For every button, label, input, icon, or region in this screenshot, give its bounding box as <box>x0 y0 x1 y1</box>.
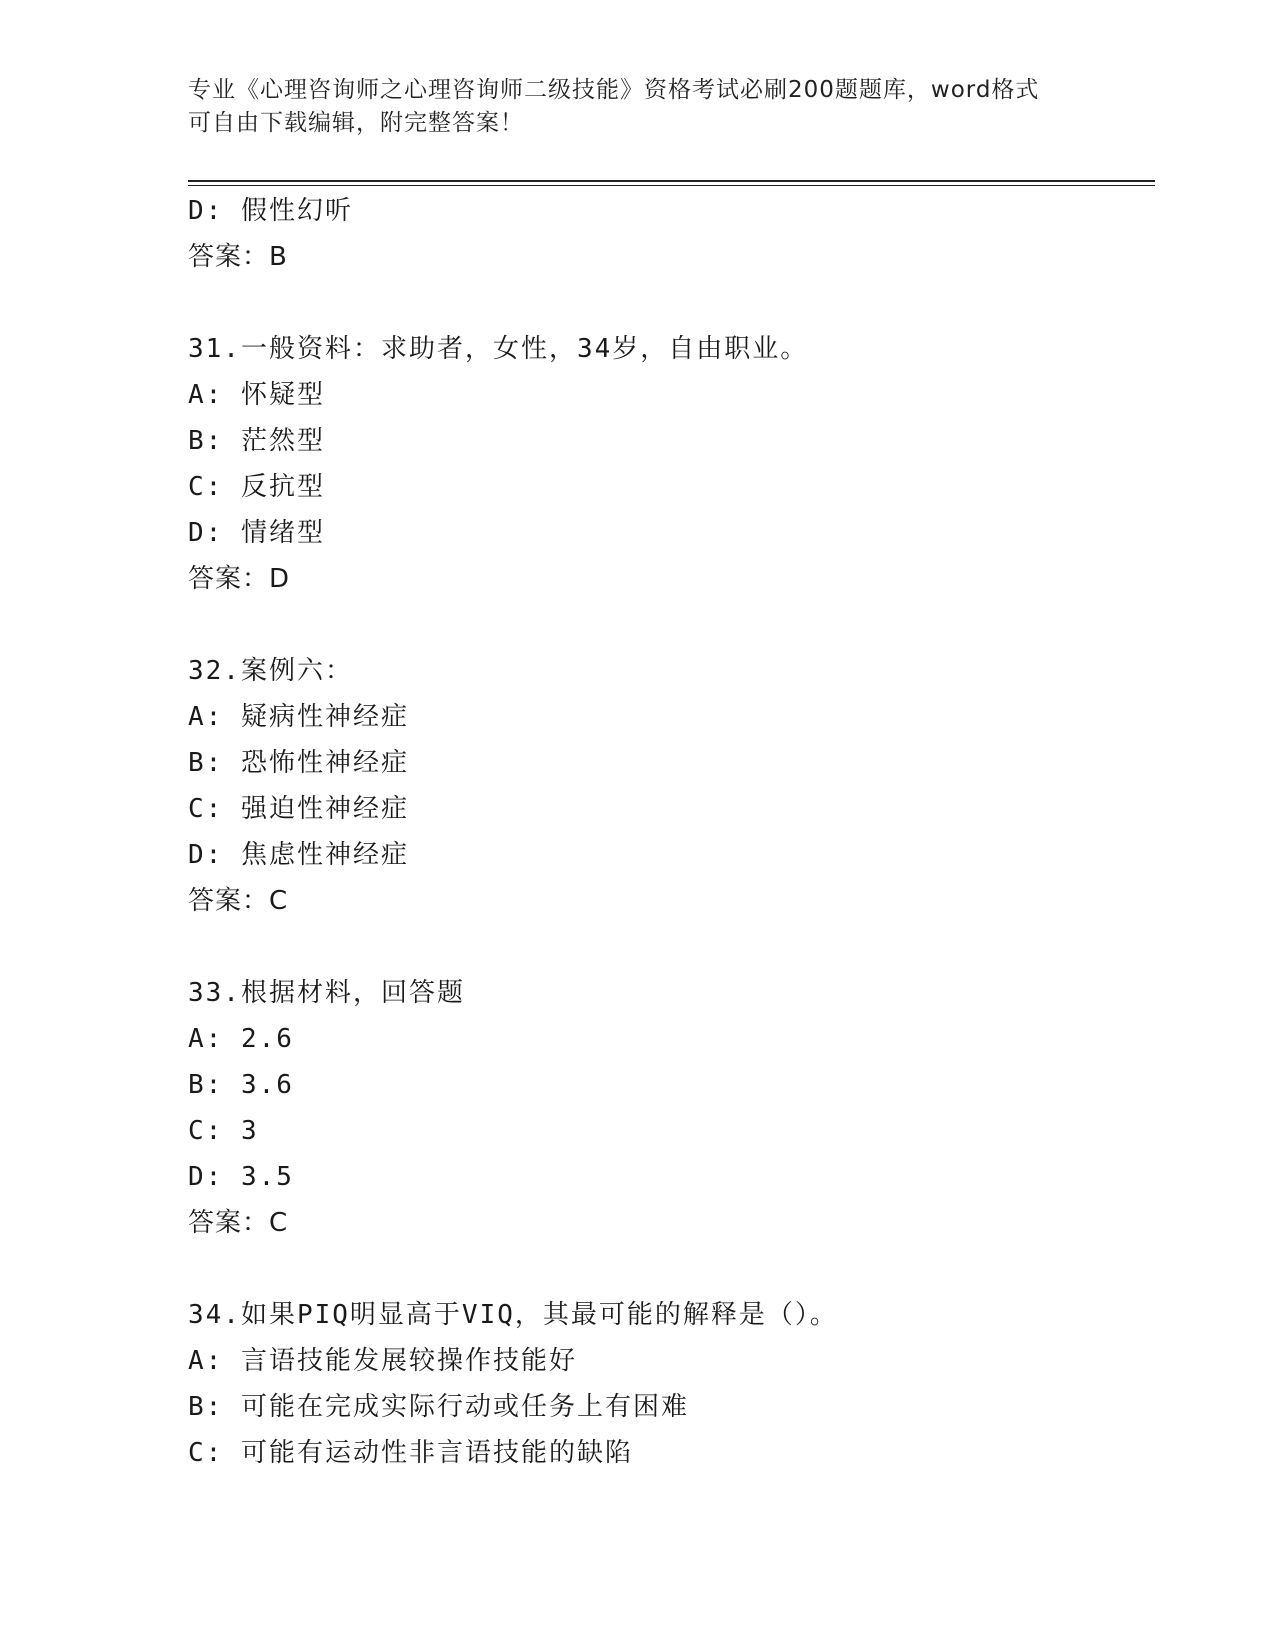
option-line: D: 假性幻听 <box>188 196 353 226</box>
spacer <box>188 1246 1148 1292</box>
option-line: C: 强迫性神经症 <box>188 794 409 824</box>
option-line: A: 言语技能发展较操作技能好 <box>188 1346 577 1376</box>
header-divider-thick <box>188 180 1155 182</box>
option-line: B: 恐怖性神经症 <box>188 748 409 778</box>
option-line: C: 3 <box>188 1116 259 1146</box>
question-stem: 32.案例六： <box>188 656 353 686</box>
answer-line: 答案：C <box>188 886 289 916</box>
option-line: B: 3.6 <box>188 1070 294 1100</box>
header-divider-thin <box>188 185 1155 186</box>
header-line-2: 可自由下载编辑，附完整答案！ <box>188 110 524 136</box>
question-stem: 31.一般资料：求助者，女性，34岁，自由职业。 <box>188 334 809 364</box>
option-line: C: 反抗型 <box>188 472 325 502</box>
option-line: A: 怀疑型 <box>188 380 325 410</box>
option-line: D: 焦虑性神经症 <box>188 840 409 870</box>
option-line: A: 2.6 <box>188 1024 294 1054</box>
answer-line: 答案：D <box>188 564 291 594</box>
option-line: D: 情绪型 <box>188 518 325 548</box>
answer-line: 答案：C <box>188 1208 289 1238</box>
option-line: B: 可能在完成实际行动或任务上有困难 <box>188 1392 689 1422</box>
option-line: A: 疑病性神经症 <box>188 702 409 732</box>
option-line: D: 3.5 <box>188 1162 294 1192</box>
question-stem: 34.如果PIQ明显高于VIQ，其最可能的解释是（）。 <box>188 1300 838 1330</box>
question-stem: 33.根据材料，回答题 <box>188 978 465 1008</box>
spacer <box>188 602 1148 648</box>
spacer <box>188 280 1148 326</box>
spacer <box>188 924 1148 970</box>
option-line: C: 可能有运动性非言语技能的缺陷 <box>188 1438 633 1468</box>
option-line: B: 茫然型 <box>188 426 325 456</box>
header-line-1: 专业《心理咨询师之心理咨询师二级技能》资格考试必刷200题题库，word格式 <box>188 77 1040 103</box>
answer-line: 答案：B <box>188 242 288 272</box>
question-list <box>188 188 1148 1476</box>
document-header <box>188 74 1088 140</box>
